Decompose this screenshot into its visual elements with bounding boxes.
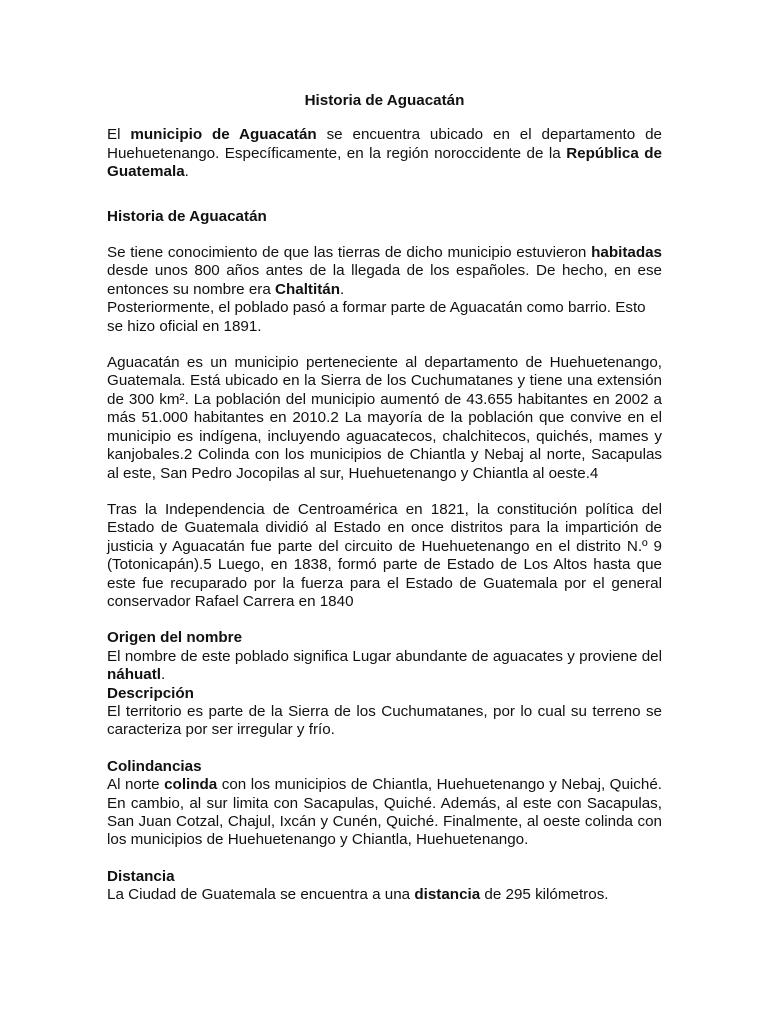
colindancias-heading: Colindancias xyxy=(107,757,202,775)
origen-heading: Origen del nombre xyxy=(107,629,243,647)
historia-heading: Historia de Aguacatán xyxy=(107,207,267,225)
colindancias-paragraph: Al norte colinda con los municipios de Chiantla, Huehuetenango y Nebaj, Quiché. En cambio, al sur limita con Sacapulas, Quiché. Además, al este con Sacapulas, San Juan Cotzal, Chajul, Ixcán y Cunén, Quiché. Finalmente, al oeste colinda con los municipios de Huehuetenango y Chiantla, Huehuetenango. xyxy=(107,776,663,849)
intro-paragraph: El municipio de Aguacatán se encuentra ubicado en el departamento de Huehuetenango. Específicamente, en la región noroccidente de la República de Guatemala. xyxy=(107,126,662,181)
descripcion-paragraph: El territorio es parte de la Sierra de los Cuchumatanes, por lo cual su terreno se caracteriza por ser irregular y frío. xyxy=(107,702,662,739)
distancia-paragraph: La Ciudad de Guatemala se encuentra a una distancia de 295 kilómetros. xyxy=(107,886,609,904)
distancia-heading: Distancia xyxy=(107,867,175,885)
historia-paragraph-4: Tras la Independencia de Centroamérica en 1821, la constitución política del Estado de Guatemala dividió al Estado en once distritos para la impartición de justicia y Aguacatán fue parte del circuito de Huehuetenango en el distrito N.º 9 (Totonicapán).5 Luego, en 1838, formó parte de Estado de Los Altos hasta que este fue recuparado por la fuerza para el Estado de Guatemala por el general conservador Rafael Carrera en 1840 xyxy=(107,500,662,610)
historia-paragraph-1: Se tiene conocimiento de que las tierras de dicho municipio estuvieron habitadas desde unos 800 años antes de la llegada de los españoles. De hecho, en ese entonces su nombre era Chaltitán. xyxy=(107,244,662,298)
descripcion-heading: Descripción xyxy=(107,684,194,702)
bold-colinda: colinda xyxy=(164,776,218,794)
origen-paragraph: El nombre de este poblado significa Lugar abundante de aguacates y proviene del náhuatl. xyxy=(107,647,662,684)
bold-chaltitan: Chaltitán xyxy=(275,280,340,298)
document-title: Historia de Aguacatán xyxy=(304,92,465,109)
bold-distancia: distancia xyxy=(414,886,481,904)
historia-paragraph-3: Aguacatán es un municipio perteneciente al departamento de Huehuetenango, Guatemala. Está ubicado en la Sierra de los Cuchumatanes y tiene una extensión de 300 km². La población del municipio aumentó de 43.655 habitantes en 2002 a más 51.000 habitantes en 2010.2 La mayoría de la población que convive en el municipio es indígena, incluyendo aguacatecos, chalchitecos, quichés, mames y kanjobales.2 Colinda con los municipios de Chiantla y Nebaj al norte, Sacapulas al este, San Pedro Jocopilas al sur, Huehuetenango y Chiantla al oeste.4 xyxy=(107,354,662,482)
intro-bold-republica: República de Guatemala xyxy=(107,144,662,181)
intro-bold-municipio: municipio de Aguacatán xyxy=(130,126,317,144)
bold-nahuatl: náhuatl xyxy=(107,666,162,684)
historia-paragraph-2: Posteriormente, el poblado pasó a formar parte de Aguacatán como barrio. Esto se hizo oficial en 1891. xyxy=(107,299,646,335)
bold-habitadas: habitadas xyxy=(591,244,662,262)
